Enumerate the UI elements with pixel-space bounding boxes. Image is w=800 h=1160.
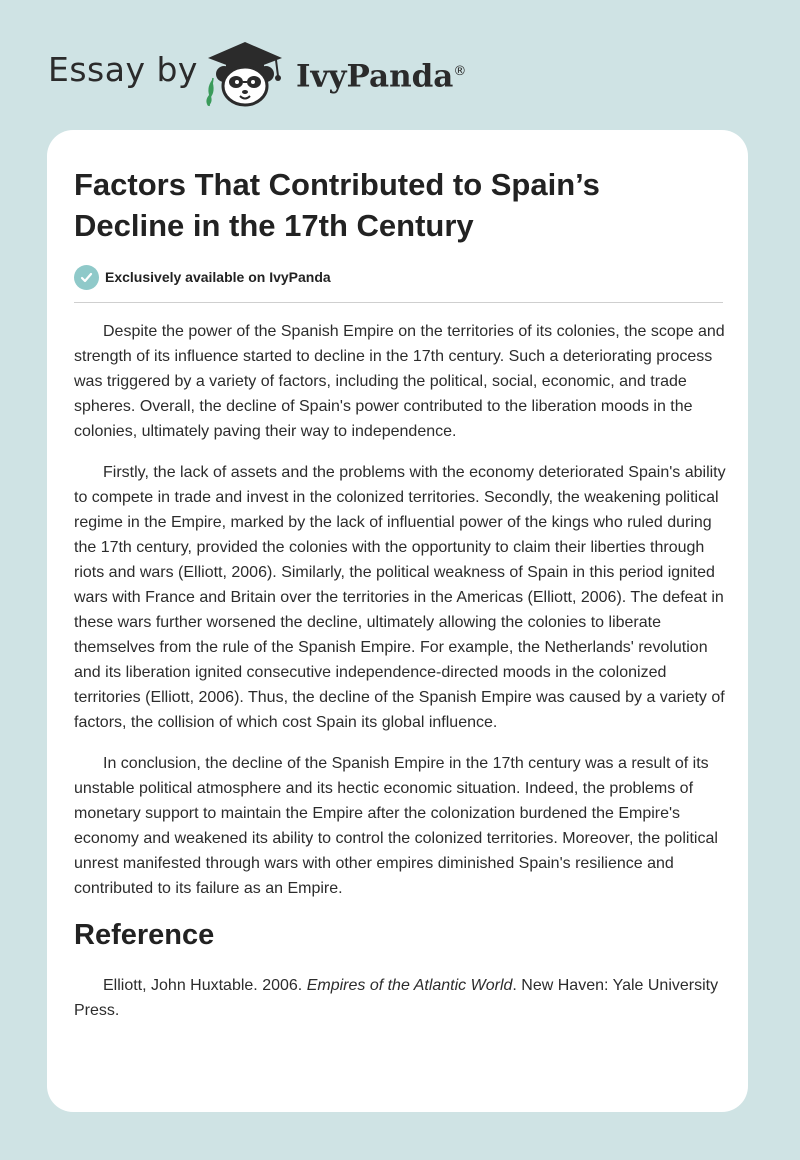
ivypanda-logo-icon[interactable] <box>200 36 290 108</box>
divider <box>74 302 723 303</box>
reference-book-title: Empires of the Atlantic World <box>306 977 513 994</box>
check-icon <box>74 265 99 290</box>
essay-card <box>47 130 748 1112</box>
essay-title: Factors That Contributed to Spain’s Decline in the 17th Century <box>74 167 600 243</box>
exclusive-badge-label: Exclusively available on IvyPanda <box>105 269 331 285</box>
registered-mark: ® <box>453 64 467 79</box>
reference-entry <box>74 973 726 1023</box>
site-header <box>0 0 800 120</box>
reference-publisher: . New Haven: Yale University Press. <box>74 977 719 1019</box>
reference-heading: Reference <box>74 919 215 951</box>
brand-label: IvyPanda <box>296 58 454 95</box>
paragraph-intro: Despite the power of the Spanish Empire on the territories of its colonies, the scope and strength of its influence started to decline in the 17th century. Such a deteriorating process was triggered by a variety of factors, including the political, social, economic, and trade spheres. Overall, the decline of Spain's power contributed to the liberation moods in the colonies, ultimately paving their way to independence. <box>74 323 725 440</box>
brand-name[interactable] <box>296 52 466 96</box>
paragraph-conclusion: In conclusion, the decline of the Spanish Empire in the 17th century was a result of its unstable political atmosphere and its hectic economic situation. Indeed, the problems of monetary support to maintain the Empire after the colonization burdened the Empire's economy and weakened its ability to control the colonized territories. Moreover, the political unrest manifested through wars with other empires diminished Spain's resilience and contributed to its failure as an Empire. <box>74 755 718 897</box>
reference-author: Elliott, John Huxtable. 2006. <box>103 977 307 994</box>
essay-by-label: Essay by <box>48 50 198 89</box>
essay-body <box>74 319 726 1023</box>
paragraph-body: Firstly, the lack of assets and the problems with the economy deteriorated Spain's ability to compete in trade and invest in the colonized territories. Secondly, the weakening political regime in the Empire, marked by the lack of influential power of the kings who ruled during the 17th century, provided the colonies with the opportunity to claim their liberties through riots and wars (Elliott, 2006). Similarly, the political weakness of Spain in this period ignited wars with France and Britain over the territories in the Americas (Elliott, 2006). The defeat in these wars further worsened the decline, ultimately allowing the colonies to liberate themselves from the rule of the Spanish Empire. For example, the Netherlands' revolution and its liberation ignited consecutive independence-directed moods in the colonized territories (Elliott, 2006). Thus, the decline of the Spanish Empire was caused by a variety of factors, the collision of which cost Spain its global influence. <box>74 464 726 731</box>
exclusive-badge <box>74 264 331 290</box>
